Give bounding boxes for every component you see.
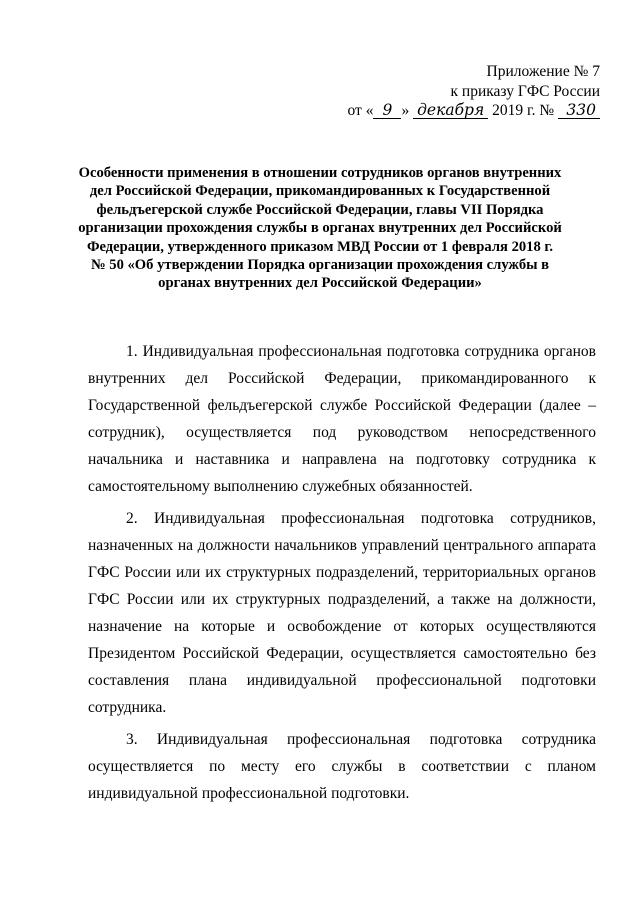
paragraph-1: 1. Индивидуальная профессиональная подготовка сотрудника органов внутренних дел Российской Федерации, прикомандированного к Государственной фельдъегерской службе Российской Федерации (далее – сотрудник), осуществляется под руководством непосредственного начальника и наставника и направлена на подготовку сотрудника к самостоятельному выполнению служебных обязанностей. <box>88 343 596 495</box>
annex-mid: » <box>401 102 410 119</box>
annex-date-line <box>330 101 600 121</box>
document-title: Особенности применения в отношении сотрудников органов внутренних дел Российской Федерации, прикомандированных к Государственной фельдъегерской службе Российской Федерации, главы VII Порядка организации прохождения службы в органах внутренних дел Российской Федерации, утвержденного приказом МВД России от 1 февраля 2018 г. № 50 «Об утверждении Порядка организации прохождения службы в органах внутренних дел Российской Федерации» <box>78 165 562 292</box>
annex-order-ref: к приказу ГФС России <box>450 82 600 100</box>
annex-year: 2019 г. № <box>492 102 555 119</box>
annex-order-number: 330 <box>558 102 600 119</box>
annex-day: 9 <box>373 102 401 119</box>
annex-month: декабря <box>413 102 488 119</box>
paragraph-2: 2. Индивидуальная профессиональная подготовка сотрудников, назначенных на должности начальников управлений центрального аппарата ГФС России или их структурных подразделений, территориальных органов ГФС России или их структурных подразделений, а также на должности, назначение на которые и освобождение от которых осуществляются Президентом Российской Федерации, осуществляется самостоятельно без составления плана индивидуальной профессиональной подготовки сотрудника. <box>88 510 596 716</box>
paragraph-3: 3. Индивидуальная профессиональная подготовка сотрудника осуществляется по месту его службы в соответствии с планом индивидуальной профессиональной подготовки. <box>88 731 596 802</box>
document-body <box>88 338 596 812</box>
annex-header <box>330 62 600 121</box>
annex-number: Приложение № 7 <box>486 63 600 80</box>
annex-from: от « <box>347 102 374 119</box>
